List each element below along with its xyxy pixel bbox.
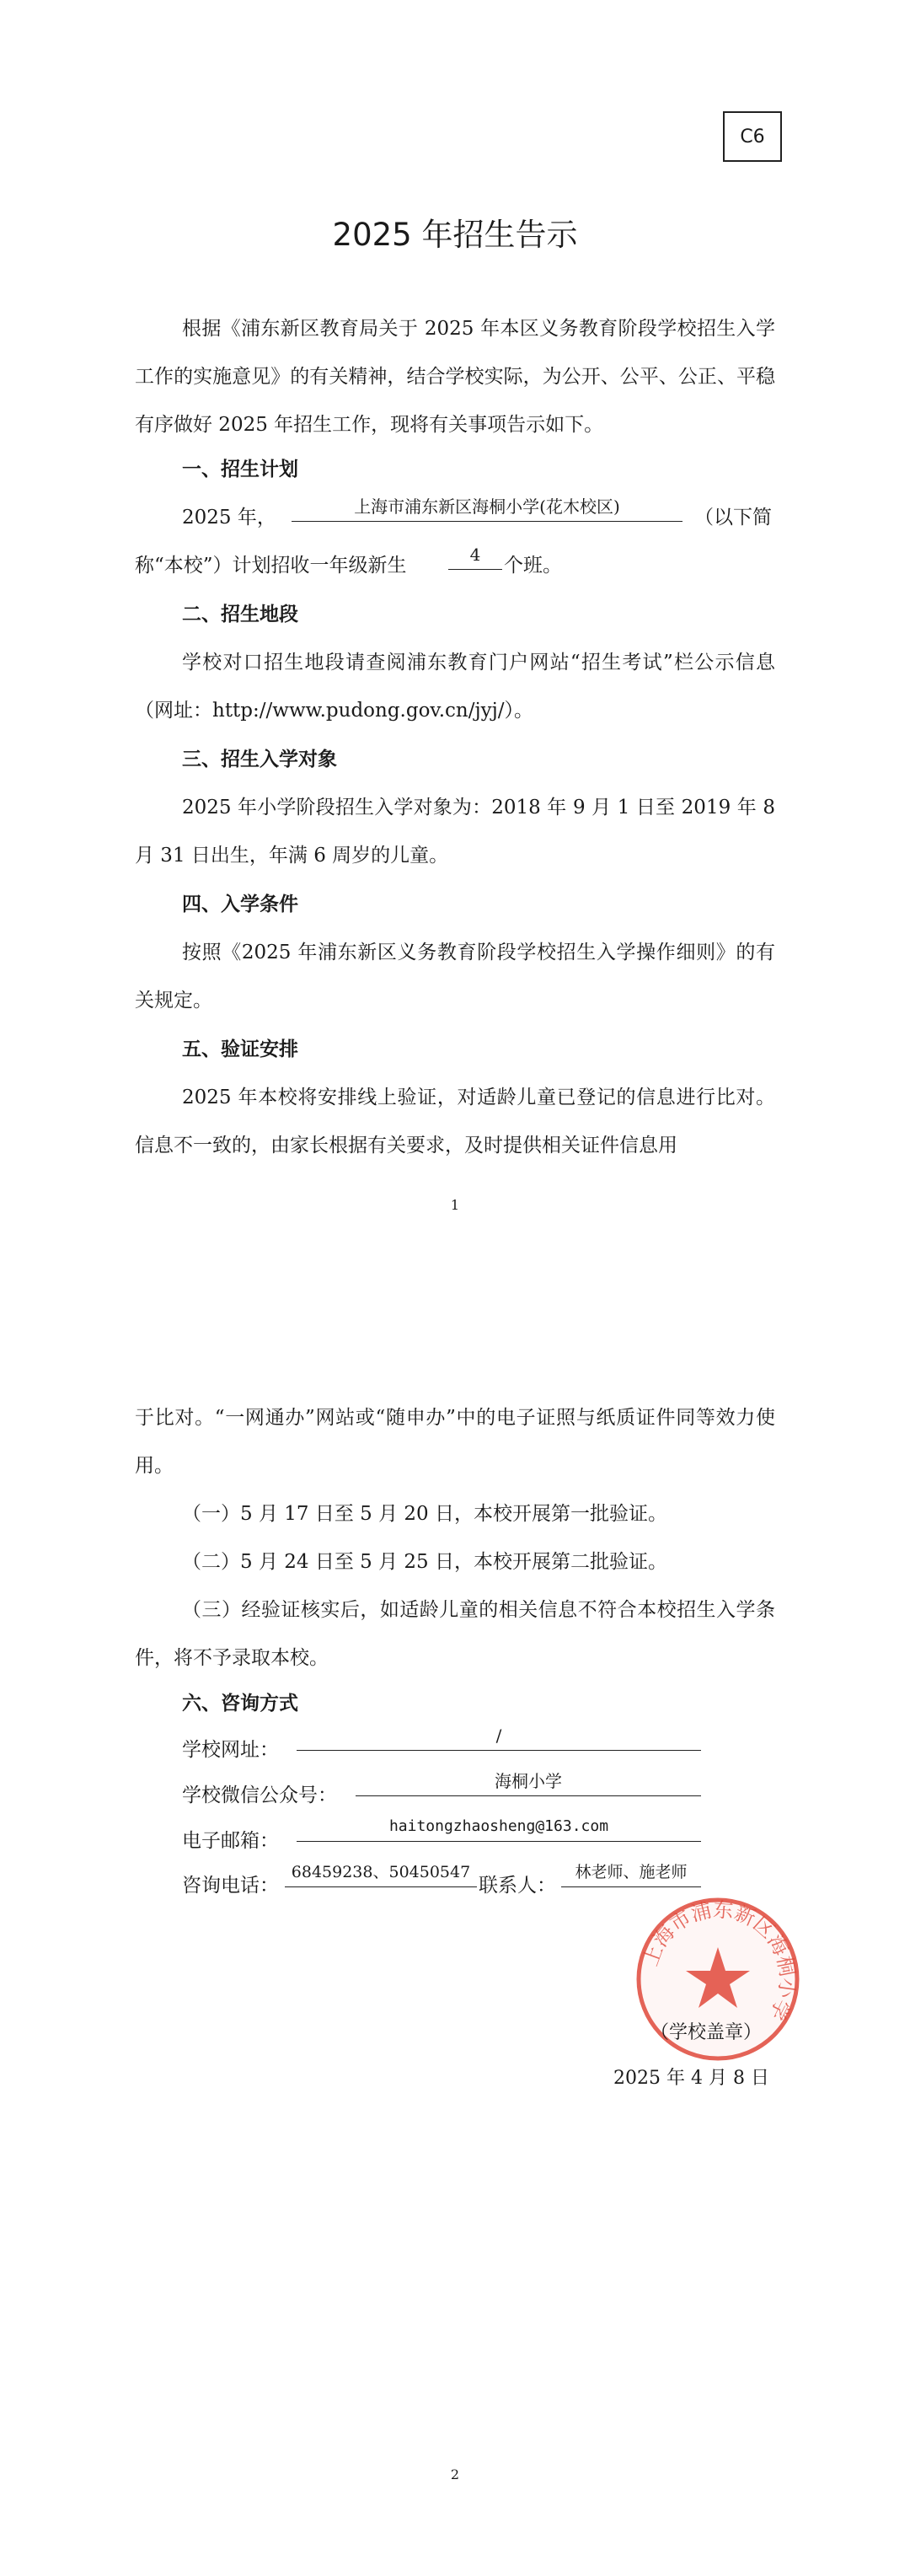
email-label: 电子邮箱： [182,1830,279,1852]
page-number-2: 2 [450,2466,460,2482]
section-3-heading: 三、招生入学对象 [182,749,337,770]
verification-item-2: （二）5 月 24 日至 5 月 25 日，本校开展第二批验证。 [182,1551,667,1573]
phone-label: 咨询电话： [182,1875,279,1897]
website-field: / [297,1725,701,1751]
class-count-field: 4 [448,544,502,570]
section-4-heading: 四、入学条件 [182,894,298,915]
document-code-box: C6 [723,111,782,162]
section-5-heading: 五、验证安排 [182,1038,298,1060]
plan-year-prefix: 2025 年， [182,507,276,529]
wechat-field: 海桐小学 [356,1770,701,1796]
phone-field: 68459238、50450547 [285,1861,477,1887]
section-1-heading: 一、招生计划 [182,459,298,480]
school-name-field: 上海市浦东新区海桐小学(花木校区) [292,496,682,522]
section-2-text: 学校对口招生地段请查阅浦东教育门户网站“招生考试”栏公示信息（网址：http://www.pudong.gov.cn/jyj/）。 [135,652,775,722]
plan-line2-suffix: 个班。 [504,555,562,577]
section-6-heading: 六、咨询方式 [182,1693,298,1715]
wechat-label: 学校微信公众号： [182,1784,337,1806]
website-label: 学校网址： [182,1739,279,1761]
verification-item-3: （三）经验证核实后，如适龄儿童的相关信息不符合本校招生入学条件，将不予录取本校。 [135,1599,775,1669]
date: 2025 年 4 月 8 日 [613,2068,769,2089]
verification-item-1: （一）5 月 17 日至 5 月 20 日，本校开展第一批验证。 [182,1503,667,1525]
plan-line2-prefix: 称“本校”）计划招收一年级新生 [135,555,407,577]
page-title: 2025 年招生告示 [332,217,578,253]
intro-paragraph: 根据《浦东新区教育局关于 2025 年本区义务教育阶段学校招生入学工作的实施意见》的有关精神，结合学校实际，为公开、公平、公正、平稳有序做好 2025 年招生工作，现将有关事项告示如下。 [135,318,775,436]
contact-label: 联系人： [479,1875,556,1897]
section-3-text: 2025 年小学阶段招生入学对象为：2018 年 9 月 1 日至 2019 年 8 月 31 日出生，年满 6 周岁的儿童。 [135,797,775,867]
section-5-text: 2025 年本校将安排线上验证，对适龄儿童已登记的信息进行比对。信息不一致的，由家长根据有关要求，及时提供相关证件信息用 [135,1087,775,1157]
page2-continuation: 于比对。“一网通办”网站或“随申办”中的电子证照与纸质证件同等效力使用。 [135,1407,775,1477]
contact-field: 林老师、施老师 [561,1861,701,1887]
seal-note: （学校盖章） [650,2022,763,2043]
section-4-text: 按照《2025 年浦东新区义务教育阶段学校招生入学操作细则》的有关规定。 [135,942,775,1012]
section-2-heading: 二、招生地段 [182,604,298,625]
email-field: haitongzhaosheng@163.com [297,1816,701,1842]
plan-abbrev-text: （以下简 [694,507,772,529]
page-number-1: 1 [450,1197,460,1213]
svg-text:上海市浦东新区海桐小学: 上海市浦东新区海桐小学 [638,1897,800,2025]
